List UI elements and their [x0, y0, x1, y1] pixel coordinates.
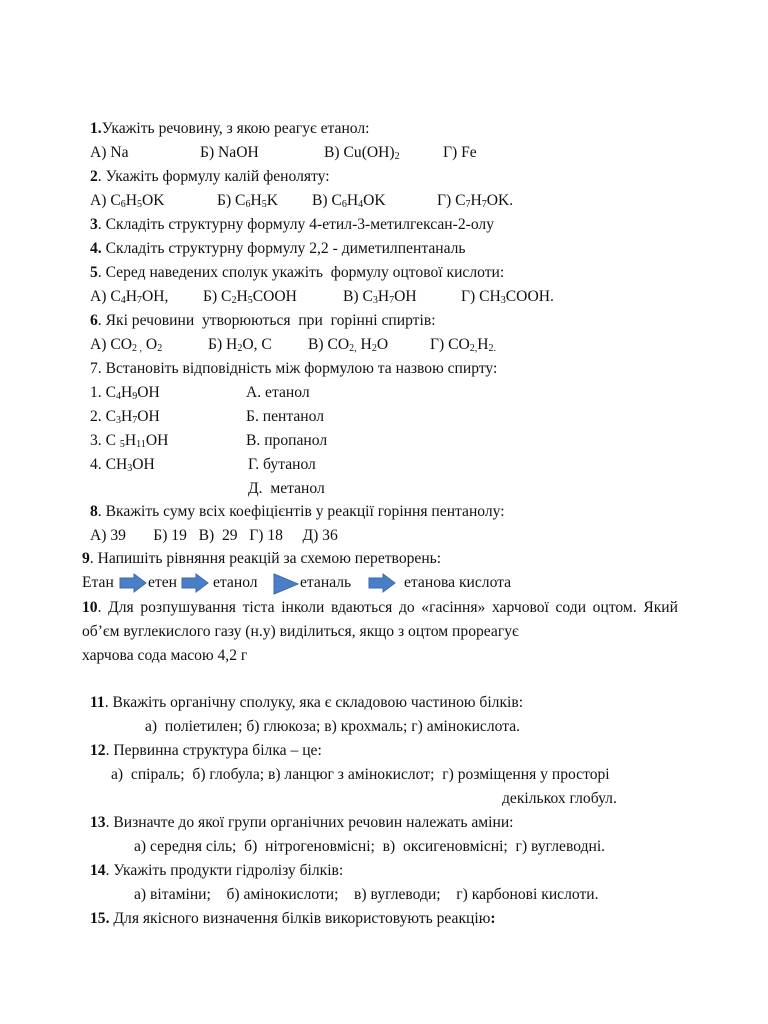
answer-b: Б) $C_2H_5COOH$	[203, 288, 297, 306]
question-11: 11. Вкажіть органічну сполуку, яка є складовою частиною білків:	[90, 694, 524, 711]
arrow-icon	[181, 573, 209, 593]
options-12: а) спіраль; б) глобула; в) ланцюг з амінокислот; г) розміщення у просторі	[111, 766, 610, 783]
name-d: Г. бутанол	[248, 456, 316, 473]
answer-d: Г) $C_7H_7OK$.	[437, 192, 514, 210]
answer-a: А) $C_6H_5OK$	[90, 192, 165, 210]
question-9: 9. Напишіть рівняння реакцій за схемою перетворень:	[82, 550, 442, 567]
answer-a: А) $C_4H_7OH$,	[90, 288, 169, 306]
question-7: 7. Встановіть відповідність між формулою та назвою спирту:	[90, 360, 498, 377]
question-8: 8. Вкажіть суму всіх коефіцієнтів у реакції горіння пентанолу:	[90, 503, 505, 520]
formula-4: 4. $CH_3OH$	[90, 456, 155, 474]
answer-c: В) $C_3H_7OH$	[343, 288, 417, 306]
formula-3: 3. C $_5H_{11}OH$	[90, 432, 169, 450]
arrow-icon	[368, 573, 396, 593]
question-15: 15. Для якісного визначення білків використовують реакцію:	[90, 910, 496, 927]
arrow-icon	[273, 573, 299, 595]
answer-d: Г) Fe	[443, 144, 477, 161]
scheme-step-1: Етан	[82, 574, 114, 591]
question-13: 13. Визначте до якої групи органічних речовин належать аміни:	[90, 814, 514, 831]
options-11: а) поліетилен; б) глюкоза; в) крохмаль; г) амінокислота.	[145, 718, 521, 735]
scheme-step-2: етен	[148, 574, 178, 591]
question-number: 1.	[90, 120, 102, 137]
name-a: А. етанол	[246, 384, 310, 401]
question-1	[90, 119, 370, 139]
arrow-icon	[119, 573, 147, 593]
answer-b: Б) $H_2O$, C	[208, 336, 272, 354]
scheme-step-3: етанол	[213, 574, 258, 591]
answer-c: В) $C_6H_4OK$	[312, 192, 386, 210]
question-10: 10. Для розпушування тіста інколи вдаються до «гасіння» харчової соди оцтом. Який об’єм вуглекислого газу (н.у) виділиться, якщо з оцтом прореагує харчова сода масою 4,2 г	[82, 599, 678, 664]
scheme-step-5: етанова кислота	[404, 574, 512, 591]
formula-2: 2. $C_3H_7OH$	[90, 408, 160, 426]
answer-a: А) Na	[90, 144, 129, 161]
name-e: Д. метанол	[248, 480, 325, 497]
question-2: 2. Укажіть формулу калій феноляту:	[90, 168, 330, 185]
options-13: а) середня сіль; б) нітрогеновмісні; в) оксигеновмісні; г) вуглеводні.	[134, 838, 606, 855]
answer-c: В) $CO_{2,}$ $H_2O$	[308, 336, 389, 354]
answer-a: А) $CO_{2 ,}$ $O_2$	[90, 336, 163, 354]
question-12: 12. Первинна структура білка – це:	[90, 742, 322, 759]
name-b: Б. пентанол	[246, 408, 325, 425]
formula-1: 1. $C_4H_9OH$	[90, 384, 160, 402]
question-14: 14. Укажіть продукти гідролізу білків:	[90, 862, 344, 879]
question-4: 4. Складіть структурну формулу 2,2 - диметилпентаналь	[90, 240, 466, 257]
question-3: 3. Складіть структурну формулу 4-етил-3-метилгексан-2-олу	[90, 216, 495, 233]
options-12-cont: декількох глобул.	[502, 790, 617, 807]
answer-d: Г) $CH_3COOH$.	[461, 288, 554, 306]
options-14: а) вітаміни; б) амінокислоти; в) вуглеводи; г) карбонові кислоти.	[134, 886, 599, 903]
name-c: В. пропанол	[246, 432, 328, 449]
answer-d: Г) $CO_{2,}H_{2.}$	[430, 336, 497, 354]
answer-b: Б) $C_6H_5K$	[217, 192, 278, 210]
answer-c: В) $Cu(OH)_2$	[324, 144, 400, 162]
question-text: Укажіть речовину, з якою реагує етанол:	[101, 120, 370, 137]
answer-b: Б) NaOH	[200, 144, 259, 161]
question-6: 6. Які речовини утворюються при горінні спиртів:	[90, 312, 436, 329]
question-5: 5. Серед наведених сполук укажіть формулу оцтової кислоти:	[90, 264, 505, 281]
answers-8: А) 39 Б) 19 В) 29 Г) 18 Д) 36	[90, 527, 338, 544]
scheme-step-4: етаналь	[300, 574, 352, 591]
